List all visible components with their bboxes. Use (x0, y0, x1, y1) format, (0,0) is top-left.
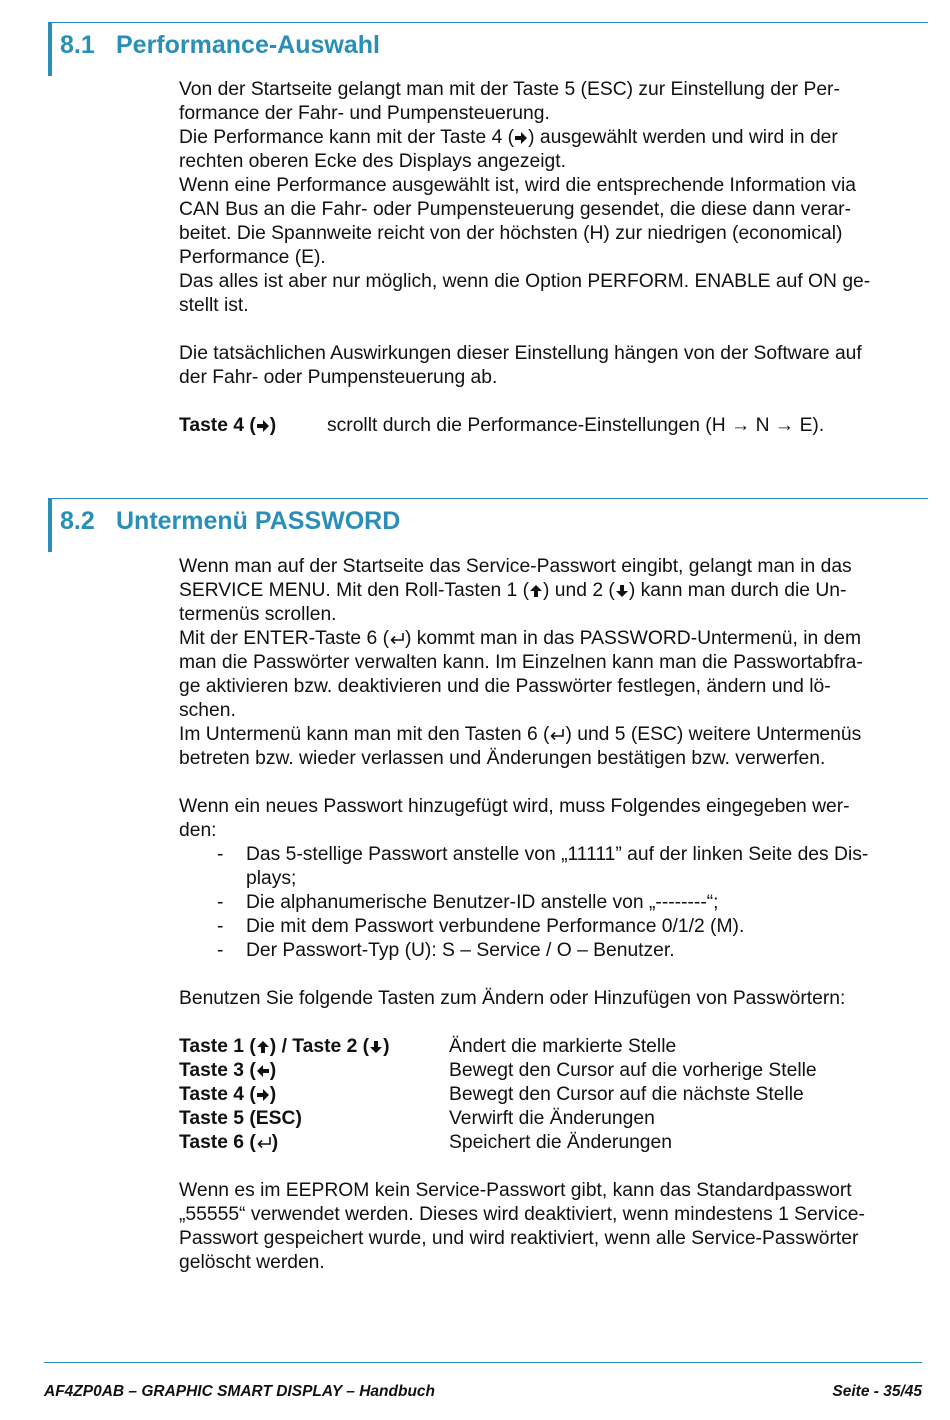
key-row (179, 1083, 925, 1107)
enter-icon (389, 632, 405, 646)
section-8-2-title (60, 507, 400, 536)
section-8-1-title (60, 31, 380, 60)
key-row-taste-4 (179, 414, 925, 438)
paragraph (179, 1179, 925, 1275)
text-line: betreten bzw. wieder verlassen und Änderungen bestätigen bzw. verwerfen. (179, 748, 826, 769)
text-line: Wenn eine Performance ausgewählt ist, wird die entsprechende Information via (179, 175, 856, 196)
text-line: „55555“ verwendet werden. Dieses wird deaktiviert, wenn mindestens 1 Service- (179, 1204, 865, 1225)
key-description: scrollt durch die Performance-Einstellungen (H → N → E). (327, 415, 825, 436)
section-title-text: Untermenü PASSWORD (116, 507, 401, 535)
arrow-left-icon (256, 1064, 270, 1078)
key-label: Taste 4 ( ) (179, 415, 277, 436)
section-number: 8.1 (60, 31, 95, 59)
section-8-1-header (48, 22, 928, 76)
section-8-1-body (179, 78, 925, 438)
section-title-text: Performance-Auswahl (116, 31, 380, 59)
text-line: Passwort gespeichert wurde, und wird reaktiviert, wenn alle Service-Passwörter (179, 1228, 859, 1249)
text-line: ) und 5 (ESC) weitere Untermenüs (565, 724, 862, 745)
text-line: Die Performance kann mit der Taste 4 ( (179, 127, 515, 148)
footer-page-number: Seite - 35/45 (832, 1383, 922, 1400)
paragraph (179, 987, 925, 1011)
list-item: - Die alphanumerische Benutzer-ID anstelle von „--------“; (217, 892, 719, 913)
text-line: rechten oberen Ecke des Displays angezeigt. (179, 151, 566, 172)
text-line: ) kommt man in das PASSWORD-Untermenü, in dem (405, 628, 862, 649)
paragraph (179, 78, 925, 318)
key-label: Taste 4 ( ) (179, 1084, 277, 1105)
text-line: gelöscht werden. (179, 1252, 325, 1273)
text-line: den: (179, 820, 217, 841)
arrow-down-icon (615, 584, 629, 598)
key-description: Verwirft die Änderungen (449, 1108, 655, 1129)
arrow-up-icon (529, 584, 543, 598)
arrow-up-icon (256, 1040, 270, 1054)
arrow-right-icon (514, 131, 528, 145)
text-line: schen. (179, 700, 236, 721)
text-line: Performance (E). (179, 247, 326, 268)
paragraph (179, 555, 925, 771)
text-line: ge aktivieren bzw. deaktivieren und die Passwörter festlegen, ändern und lö- (179, 676, 831, 697)
key-label: Taste 3 ( ) (179, 1060, 277, 1081)
text-line: ) kann man durch die Un- (628, 580, 847, 601)
arrow-down-icon (369, 1040, 383, 1054)
text-line: Die tatsächlichen Auswirkungen dieser Einstellung hängen von der Software auf (179, 343, 862, 364)
text-line: ) ausgewählt werden und wird in der (528, 127, 838, 148)
key-description: Ändert die markierte Stelle (449, 1036, 677, 1057)
section-8-2-body (179, 555, 925, 1275)
list-item: - Das 5-stellige Passwort anstelle von „11111” auf der linken Seite des Dis- plays; (217, 844, 869, 889)
section-number: 8.2 (60, 507, 95, 535)
list-item: - Der Passwort-Typ (U): S – Service / O – Benutzer. (217, 940, 675, 961)
key-row (179, 1107, 925, 1131)
paragraph (179, 342, 925, 390)
key-label: Taste 5 (ESC) (179, 1108, 302, 1129)
key-row (179, 1059, 925, 1083)
key-description: Bewegt den Cursor auf die nächste Stelle (449, 1084, 804, 1105)
text-line: Das alles ist aber nur möglich, wenn die Option PERFORM. ENABLE auf ON ge- (179, 271, 871, 292)
arrow-right-icon (256, 419, 270, 433)
key-row (179, 1131, 925, 1155)
text-line: CAN Bus an die Fahr- oder Pumpensteuerung gesendet, die diese dann verar- (179, 199, 852, 220)
text-line: Mit der ENTER-Taste 6 ( (179, 628, 389, 649)
section-8-2-header (48, 498, 928, 552)
text-line: beitet. Die Spannweite reicht von der höchsten (H) zur niedrigen (economical) (179, 223, 843, 244)
key-table (179, 1035, 925, 1155)
key-label: Taste 6 ( ) (179, 1132, 279, 1153)
text-line: formance der Fahr- und Pumpensteuerung. (179, 103, 550, 124)
key-label: Taste 1 ( ) / Taste 2 ( ) (179, 1036, 390, 1057)
list-item: - Die mit dem Passwort verbundene Performance 0/1/2 (M). (217, 916, 745, 937)
text-line: Im Untermenü kann man mit den Tasten 6 ( (179, 724, 550, 745)
text-line: SERVICE MENU. Mit den Roll-Tasten 1 ( (179, 580, 530, 601)
text-line: Benutzen Sie folgende Tasten zum Ändern oder Hinzufügen von Passwörtern: (179, 988, 846, 1009)
text-line: Wenn es im EEPROM kein Service-Passwort gibt, kann das Standardpasswort (179, 1180, 852, 1201)
text-line: man die Passwörter verwalten kann. Im Einzelnen kann man die Passwortabfra- (179, 652, 863, 673)
text-line: ) und 2 ( (543, 580, 615, 601)
page-footer (44, 1362, 922, 1400)
paragraph (179, 795, 925, 843)
footer-document-title: AF4ZP0AB – GRAPHIC SMART DISPLAY – Handbuch (44, 1383, 435, 1400)
enter-icon (549, 728, 565, 742)
key-description: Bewegt den Cursor auf die vorherige Stelle (449, 1060, 817, 1081)
text-line: Wenn man auf der Startseite das Service-Passwort eingibt, gelangt man in das (179, 556, 852, 577)
text-line: der Fahr- oder Pumpensteuerung ab. (179, 367, 498, 388)
text-line: Von der Startseite gelangt man mit der Taste 5 (ESC) zur Einstellung der Per- (179, 79, 840, 100)
text-line: stellt ist. (179, 295, 249, 316)
text-line: Wenn ein neues Passwort hinzugefügt wird, muss Folgendes eingegeben wer- (179, 796, 850, 817)
key-description: Speichert die Änderungen (449, 1132, 672, 1153)
text-line: termenüs scrollen. (179, 604, 337, 625)
enter-icon (256, 1136, 272, 1150)
key-row (179, 1035, 925, 1059)
arrow-right-icon (256, 1088, 270, 1102)
